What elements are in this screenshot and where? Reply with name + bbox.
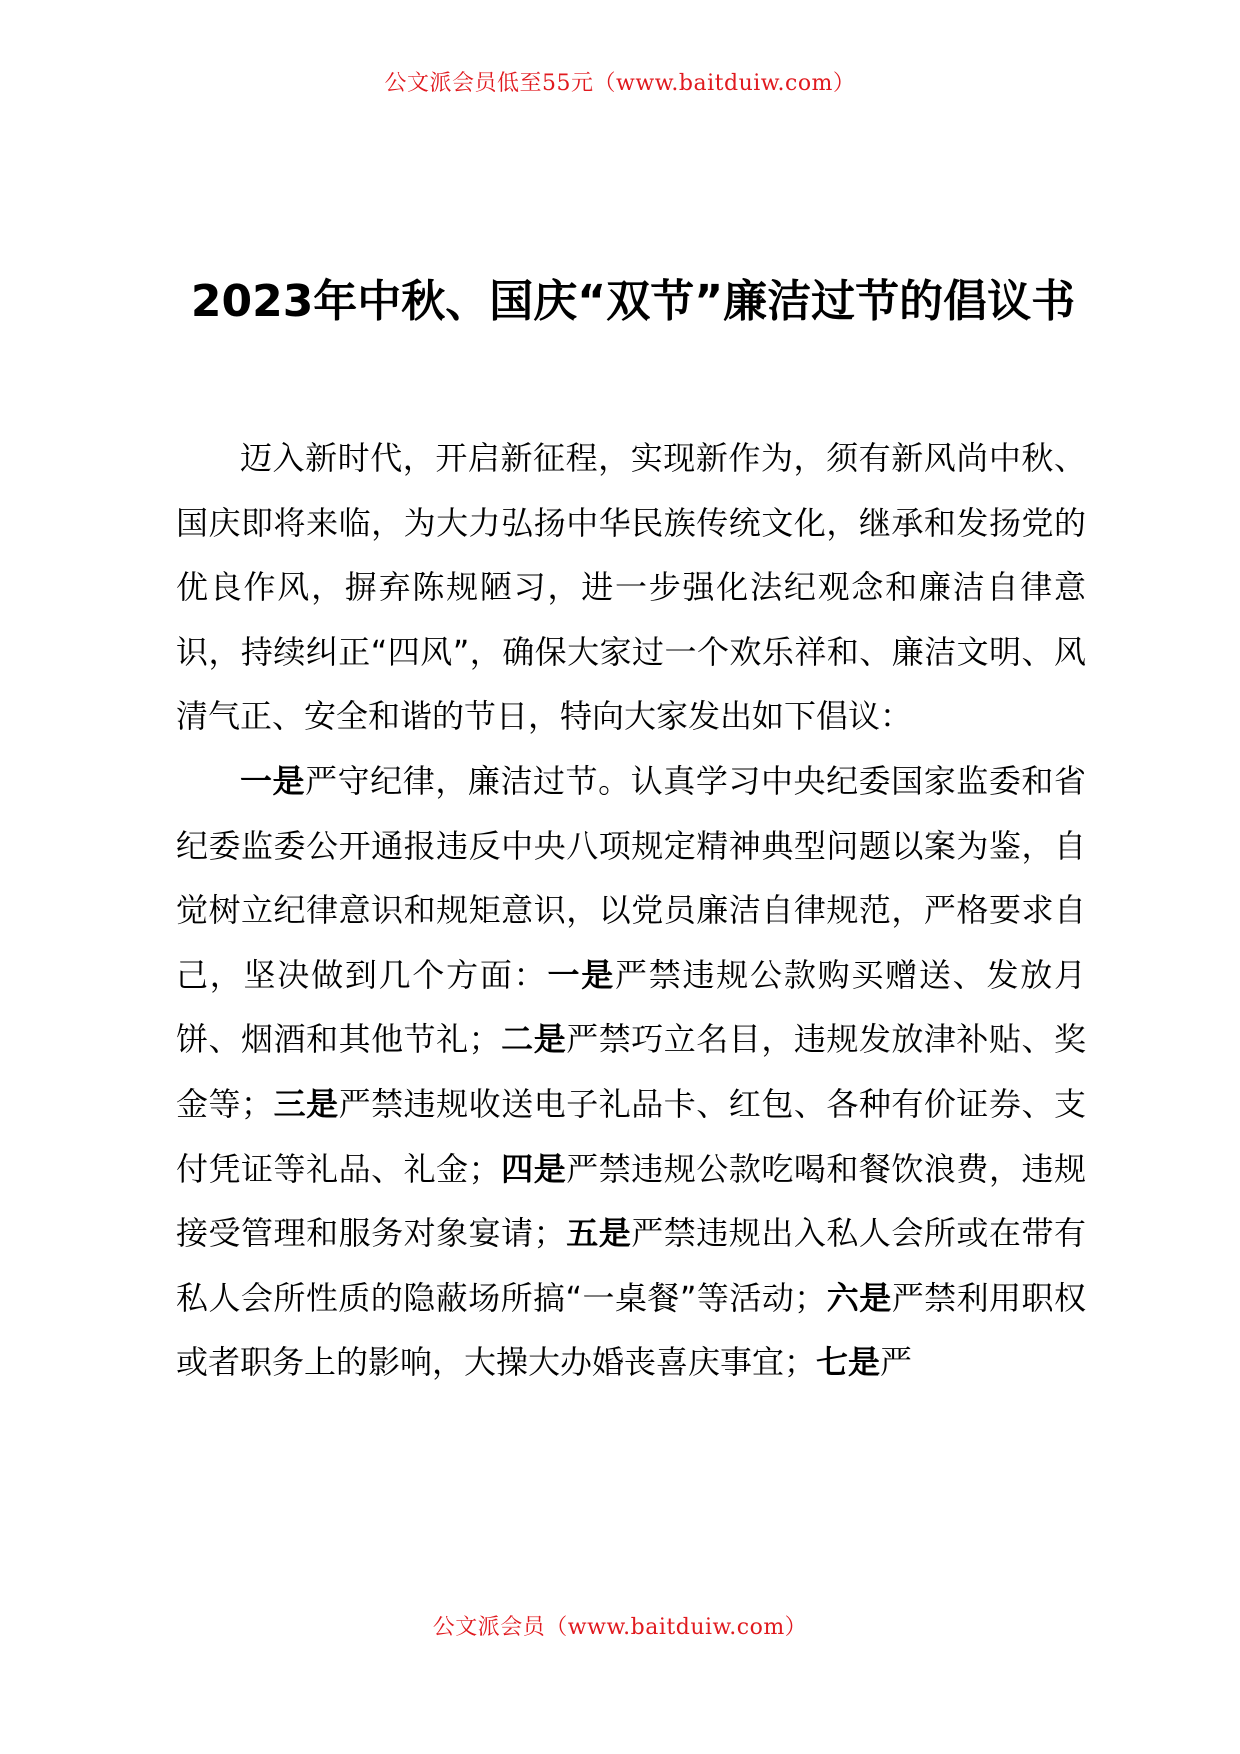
item-keyword-5: 五是 — [565, 1214, 632, 1253]
discipline-paragraph — [176, 749, 1086, 1395]
item-text-4: 严禁违规公款吃喝和餐饮浪费，违规接受管理和服务对象宴请； — [176, 1149, 1086, 1253]
intro-paragraph: 迈入新时代，开启新征程，实现新作为，须有新风尚中秋、国庆即将来临，为大力弘扬中华民族传统文化，继承和发扬党的优良作风，摒弃陈规陋习，进一步强化法纪观念和廉洁自律意识，持续纠正“四风”，确保大家过一个欢乐祥和、廉洁文明、风清气正、安全和谐的节日，特向大家发出如下倡议： — [176, 439, 1086, 736]
footer-watermark-banner: 公文派会员（www.baitduiw.com） — [432, 1615, 808, 1640]
item-text-5: 严禁违规出入私人会所或在带有私人会所性质的隐蔽场所搞“一桌餐”等活动； — [176, 1214, 1086, 1317]
item-keyword-1: 一是 — [547, 955, 615, 994]
item-text-2: 严禁巧立名目，违规发放津补贴、奖金等； — [176, 1020, 1086, 1123]
item-text-3: 严禁违规收送电子礼品卡、红包、各种有价证券、支付凭证等礼品、礼金； — [176, 1084, 1086, 1188]
paragraph-text: 严守纪律，廉洁过节。认真学习中央纪委国家监委和省纪委监委公开通报违反中央八项规定精神典型问题以案为鉴，自觉树立纪律意识和规矩意识，以党员廉洁自律规范，严格要求自己，坚决做到几个方面： — [176, 761, 1086, 994]
item-keyword-2: 二是 — [500, 1020, 567, 1059]
lead-keyword: 一是 — [240, 761, 306, 800]
item-keyword-6: 六是 — [826, 1278, 892, 1317]
header-watermark-banner: 公文派会员低至55元（www.baitduiw.com） — [384, 71, 856, 96]
item-keyword-7: 七是 — [816, 1343, 881, 1382]
item-text-1: 严禁违规公款购买赠送、发放月饼、烟酒和其他节礼； — [176, 955, 1086, 1059]
item-keyword-4: 四是 — [500, 1149, 567, 1188]
document-body — [176, 426, 1086, 1395]
item-text-6: 严禁利用职权或者职务上的影响，大操大办婚丧喜庆事宜； — [176, 1278, 1086, 1382]
item-keyword-3: 三是 — [273, 1084, 339, 1123]
document-title: 2023年中秋、国庆“双节”廉洁过节的倡议书 — [190, 276, 1076, 327]
item-text-7: 严 — [880, 1343, 913, 1382]
